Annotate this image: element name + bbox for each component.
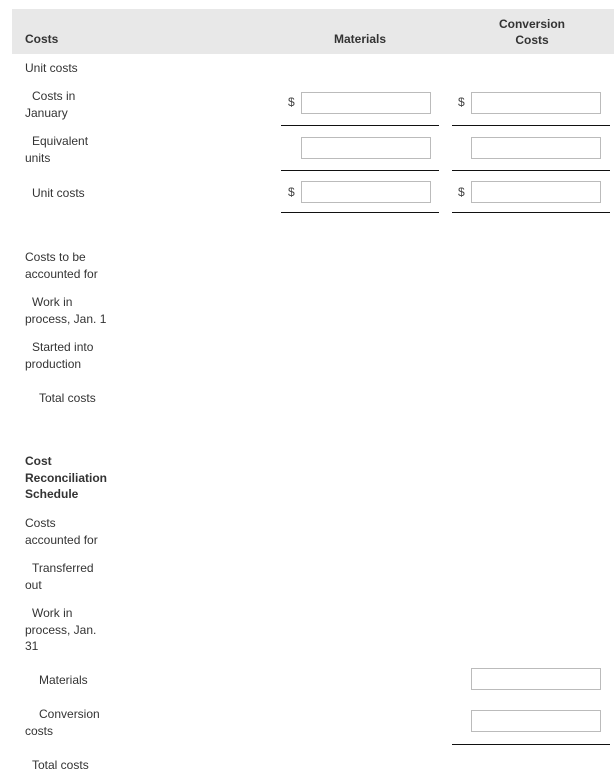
rule-line [281,170,439,171]
unit-costs-row-text: Unit costs [32,186,85,200]
dollar-sign: $ [288,95,295,109]
header-conversion-costs [492,16,572,48]
costs-in-january-label [25,88,115,121]
reconciliation-title-line2: Reconciliation [25,470,108,485]
equivalent-units-materials-input[interactable] [301,137,431,159]
costs-in-january-conversion-input[interactable] [471,92,601,114]
rule-line [452,744,610,745]
wip-jan1-line1: Work in [32,295,73,309]
started-into-production-label [25,339,115,372]
header-conversion-line2: Costs [515,33,549,47]
wip-jan31-line2: process, Jan. [25,622,97,637]
costs-in-january-line1: Costs in [32,89,76,103]
costs-in-january-line2: January [25,105,68,120]
transferred-line2: out [25,577,42,592]
header-materials: Materials [333,32,387,46]
unit-costs-conversion-input[interactable] [471,181,601,203]
header-conversion-line1: Conversion [498,17,565,31]
started-line1: Started into [32,340,94,354]
total-costs-text: Total costs [39,391,96,405]
costs-to-be-accounted-line1: Costs to be [25,250,86,264]
reconciliation-materials-text: Materials [39,673,88,687]
unit-costs-section-label: Unit costs [25,61,78,75]
dollar-sign: $ [288,185,295,199]
unit-costs-row-label [25,185,115,202]
transferred-line1: Transferred [32,561,94,575]
header-costs: Costs [25,32,59,46]
reconciliation-title-line1: Cost [25,454,52,468]
equivalent-units-conversion-input[interactable] [471,137,601,159]
rule-line [452,170,610,171]
rule-line [281,125,439,126]
transferred-out-label [25,560,115,593]
table-header [12,9,614,54]
reconciliation-title [25,453,115,503]
rule-line [281,212,439,213]
wip-jan31-line3: 31 [25,639,39,653]
equivalent-units-line2: units [25,150,51,165]
costs-to-be-accounted-line2: accounted for [25,266,98,281]
costs-to-be-accounted-label [25,249,115,282]
reconciliation-conversion-line2: costs [25,723,54,738]
wip-jan31-label [25,605,115,655]
reconciliation-total-text: Total costs [32,758,89,772]
equivalent-units-line1: Equivalent [32,134,89,148]
costs-accounted-line2: accounted for [25,532,98,547]
costs-accounted-line1: Costs [25,516,56,530]
rule-line [452,212,610,213]
wip-jan1-label [25,294,115,327]
equivalent-units-label [25,133,115,166]
wip-jan31-line1: Work in [32,606,73,620]
costs-accounted-for-label [25,515,115,548]
dollar-sign: $ [458,95,465,109]
reconciliation-conversion-line1: Conversion [39,707,100,721]
started-line2: production [25,356,82,371]
wip-jan1-line2: process, Jan. 1 [25,311,107,326]
reconciliation-conversion-input[interactable] [471,710,601,732]
reconciliation-materials-label [25,672,115,689]
reconciliation-conversion-label [25,706,115,739]
costs-in-january-materials-input[interactable] [301,92,431,114]
reconciliation-title-line3: Schedule [25,487,79,501]
rule-line [452,125,610,126]
dollar-sign: $ [458,185,465,199]
total-costs-label [25,390,115,407]
reconciliation-total-costs-label [25,757,115,774]
unit-costs-materials-input[interactable] [301,181,431,203]
reconciliation-materials-input[interactable] [471,668,601,690]
